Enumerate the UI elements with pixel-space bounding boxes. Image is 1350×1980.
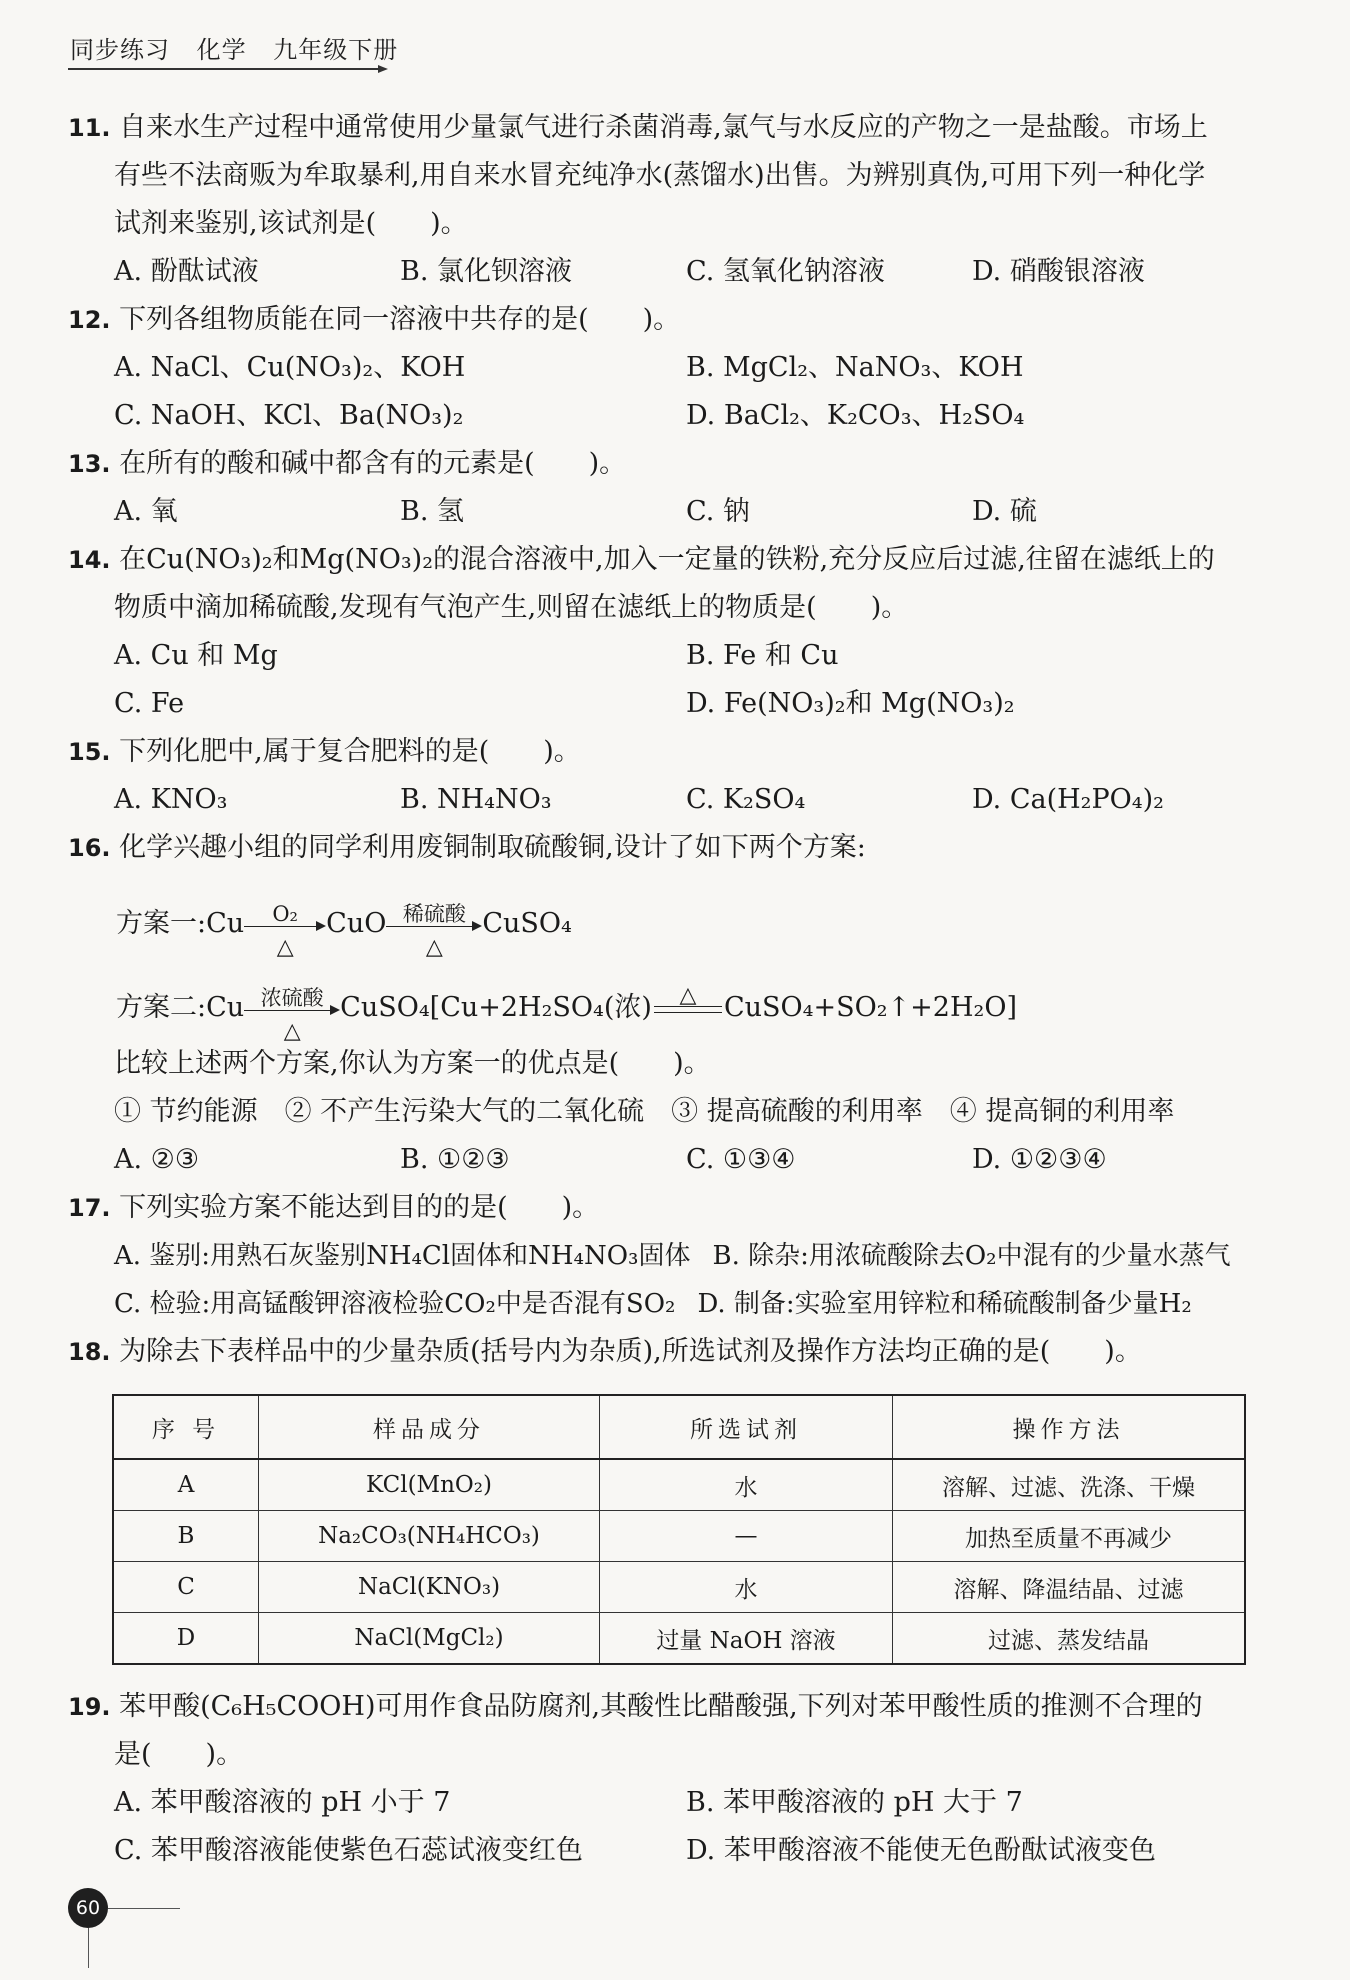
product: CuSO₄ — [482, 908, 572, 939]
table-cell: NaCl(KNO₃) — [259, 1562, 600, 1613]
question-14 — [68, 536, 1258, 632]
table-cell: KCl(MnO₂) — [259, 1459, 600, 1511]
header-grade: 九年级下册 — [273, 36, 399, 64]
table-header-row — [113, 1395, 1245, 1459]
table-row — [113, 1613, 1245, 1665]
options-19-row2 — [68, 1827, 1258, 1875]
table-header-cell: 样品成分 — [259, 1395, 600, 1459]
option-a: A. 氧 — [114, 496, 178, 527]
header-subject: 化学 — [196, 36, 247, 64]
table-cell: NaCl(MgCl₂) — [259, 1613, 600, 1665]
running-header — [70, 30, 416, 65]
header-series: 同步练习 — [70, 36, 170, 64]
table-cell: 溶解、过滤、洗涤、干燥 — [893, 1459, 1246, 1511]
question-number: 18. — [68, 1338, 111, 1366]
options-12-row2 — [68, 392, 1258, 440]
question-18 — [68, 1328, 1258, 1376]
table-cell: — — [600, 1511, 893, 1562]
option-a: A. 酚酞试液 — [114, 256, 259, 287]
option-c: C. K₂SO₄ — [686, 784, 806, 815]
heat-symbol: △ — [679, 983, 697, 1008]
option-b: B. ①②③ — [400, 1144, 510, 1175]
reactant: Cu — [206, 992, 245, 1023]
question-13 — [68, 440, 1258, 488]
intermediate: CuO — [326, 908, 387, 939]
footer-rule-vertical — [88, 1928, 89, 1968]
question-number: 14. — [68, 546, 111, 574]
option-c: C. 钠 — [686, 496, 750, 527]
option-a: A. 鉴别:用熟石灰鉴别NH₄Cl固体和NH₄NO₃固体 — [114, 1241, 691, 1271]
numbered-points: ① 节约能源 ② 不产生污染大气的二氧化硫 ③ 提高硫酸的利用率 ④ 提高铜的利用率 — [114, 1096, 1175, 1127]
question-stem-line: 物质中滴加稀硫酸,发现有气泡产生,则留在滤纸上的物质是( )。 — [114, 592, 909, 623]
question-stem: 为除去下表样品中的少量杂质(括号内为杂质),所选试剂及操作方法均正确的是( )。 — [119, 1336, 1142, 1367]
option-d: D. 苯甲酸溶液不能使无色酚酞试液变色 — [686, 1835, 1156, 1866]
option-d: D. BaCl₂、K₂CO₃、H₂SO₄ — [686, 400, 1025, 431]
question-16 — [68, 824, 1258, 872]
equation-right: CuSO₄+SO₂↑+2H₂O] — [723, 992, 1017, 1023]
options-15 — [68, 776, 1258, 824]
question-number: 19. — [68, 1693, 111, 1721]
option-c: C. NaOH、KCl、Ba(NO₃)₂ — [114, 400, 464, 431]
reaction-arrow — [244, 900, 326, 960]
table-header-cell: 操作方法 — [893, 1395, 1246, 1459]
question-number: 11. — [68, 114, 111, 142]
question-stem-line: 是( )。 — [114, 1739, 244, 1770]
question-number: 15. — [68, 738, 111, 766]
question-stem: 化学兴趣小组的同学利用废铜制取硫酸铜,设计了如下两个方案: — [119, 832, 866, 863]
table-header-cell: 序 号 — [113, 1395, 259, 1459]
option-d: D. Ca(H₂PO₄)₂ — [972, 784, 1164, 815]
question-number: 13. — [68, 450, 111, 478]
table-cell: 水 — [600, 1459, 893, 1511]
option-b: B. NH₄NO₃ — [400, 784, 552, 815]
heat-symbol: △ — [425, 935, 443, 960]
options-19-row1 — [68, 1779, 1258, 1827]
heat-symbol: △ — [276, 935, 294, 960]
table-cell: 过量 NaOH 溶液 — [600, 1613, 893, 1665]
question-number: 12. — [68, 306, 111, 334]
arrow-condition: 稀硫酸 — [402, 902, 466, 926]
table-row — [113, 1511, 1245, 1562]
table-cell: 过滤、蒸发结晶 — [893, 1613, 1246, 1665]
option-b: B. 氢 — [400, 496, 465, 527]
reaction-arrow — [386, 900, 482, 960]
question-stem-line: 试剂来鉴别,该试剂是( )。 — [114, 208, 468, 239]
table-row — [113, 1562, 1245, 1613]
question-stem: 在所有的酸和碱中都含有的元素是( )。 — [119, 448, 627, 479]
option-b: B. Fe 和 Cu — [686, 640, 839, 671]
table-cell: D — [113, 1613, 259, 1665]
question-12 — [68, 296, 1258, 344]
table-cell: B — [113, 1511, 259, 1562]
scheme-one — [68, 872, 1258, 960]
question-stem: 下列实验方案不能达到目的的是( )。 — [119, 1192, 600, 1223]
option-c: C. Fe — [114, 688, 185, 719]
option-d: D. 制备:实验室用锌粒和稀硫酸制备少量H₂ — [697, 1289, 1192, 1319]
option-b: B. 氯化钡溶液 — [400, 256, 573, 287]
options-13 — [68, 488, 1258, 536]
question-list — [68, 104, 1258, 1875]
table-cell: C — [113, 1562, 259, 1613]
option-a: A. ②③ — [114, 1144, 200, 1175]
arrow-condition: O₂ — [272, 902, 298, 926]
option-c: C. 检验:用高锰酸钾溶液检验CO₂中是否混有SO₂ — [114, 1289, 676, 1319]
purification-table — [112, 1394, 1246, 1665]
question-11 — [68, 104, 1258, 248]
option-a: A. 苯甲酸溶液的 pH 小于 7 — [114, 1787, 451, 1818]
table-cell: 加热至质量不再减少 — [893, 1511, 1246, 1562]
question-stem-line: 自来水生产过程中通常使用少量氯气进行杀菌消毒,氯气与水反应的产物之一是盐酸。市场上 — [119, 112, 1208, 143]
options-17-row2 — [68, 1280, 1258, 1328]
option-a: A. KNO₃ — [114, 784, 228, 815]
options-16 — [68, 1136, 1258, 1184]
heat-symbol: △ — [283, 1019, 301, 1044]
option-a: A. NaCl、Cu(NO₃)₂、KOH — [114, 352, 466, 383]
scheme-label: 方案二: — [116, 992, 207, 1023]
question-19 — [68, 1683, 1258, 1779]
question-17 — [68, 1184, 1258, 1232]
question-15 — [68, 728, 1258, 776]
question-stem: 下列化肥中,属于复合肥料的是( )。 — [119, 736, 581, 767]
option-d: D. Fe(NO₃)₂和 Mg(NO₃)₂ — [686, 688, 1015, 719]
table-row — [113, 1459, 1245, 1511]
table-cell: A — [113, 1459, 259, 1511]
options-12-row1 — [68, 344, 1258, 392]
option-c: C. 苯甲酸溶液能使紫色石蕊试液变红色 — [114, 1835, 583, 1866]
table-header-cell: 所选试剂 — [600, 1395, 893, 1459]
footer-rule — [108, 1908, 180, 1909]
question-number: 17. — [68, 1194, 111, 1222]
table-cell: 溶解、降温结晶、过滤 — [893, 1562, 1246, 1613]
option-c: C. 氢氧化钠溶液 — [686, 256, 885, 287]
options-11 — [68, 248, 1258, 296]
question-stem-line: 苯甲酸(C₆H₅COOH)可用作食品防腐剂,其酸性比醋酸强,下列对苯甲酸性质的推测不合理的 — [119, 1691, 1203, 1722]
table-cell: 水 — [600, 1562, 893, 1613]
question-stem: 比较上述两个方案,你认为方案一的优点是( )。 — [114, 1048, 711, 1079]
question-stem-line: 在Cu(NO₃)₂和Mg(NO₃)₂的混合溶液中,加入一定量的铁粉,充分反应后过滤,往留在滤纸上的 — [119, 544, 1215, 575]
equals-sign — [652, 984, 724, 1032]
question-stem: 下列各组物质能在同一溶液中共存的是( )。 — [119, 304, 681, 335]
options-17-row1 — [68, 1232, 1258, 1280]
option-b: B. MgCl₂、NaNO₃、KOH — [686, 352, 1024, 383]
arrow-condition: 浓硫酸 — [260, 986, 324, 1010]
reaction-arrow — [244, 984, 340, 1044]
reactant: Cu — [206, 908, 245, 939]
scheme-two — [68, 954, 1258, 1044]
question-number: 16. — [68, 834, 111, 862]
option-c: C. ①③④ — [686, 1144, 796, 1175]
equation-left: CuSO₄[Cu+2H₂SO₄(浓) — [340, 992, 652, 1023]
option-b: B. 苯甲酸溶液的 pH 大于 7 — [686, 1787, 1023, 1818]
header-rule — [68, 68, 378, 70]
page-number-badge: 60 — [68, 1888, 108, 1928]
table-cell: Na₂CO₃(NH₄HCO₃) — [259, 1511, 600, 1562]
option-a: A. Cu 和 Mg — [114, 640, 278, 671]
question-stem-line: 有些不法商贩为牟取暴利,用自来水冒充纯净水(蒸馏水)出售。为辨别真伪,可用下列一种化学 — [114, 160, 1206, 191]
options-14-row1 — [68, 632, 1258, 680]
options-14-row2 — [68, 680, 1258, 728]
scheme-label: 方案一: — [116, 908, 207, 939]
option-b: B. 除杂:用浓硫酸除去O₂中混有的少量水蒸气 — [712, 1241, 1231, 1271]
option-d: D. 硫 — [972, 496, 1037, 527]
option-d: D. 硝酸银溶液 — [972, 256, 1145, 287]
option-d: D. ①②③④ — [972, 1144, 1107, 1175]
